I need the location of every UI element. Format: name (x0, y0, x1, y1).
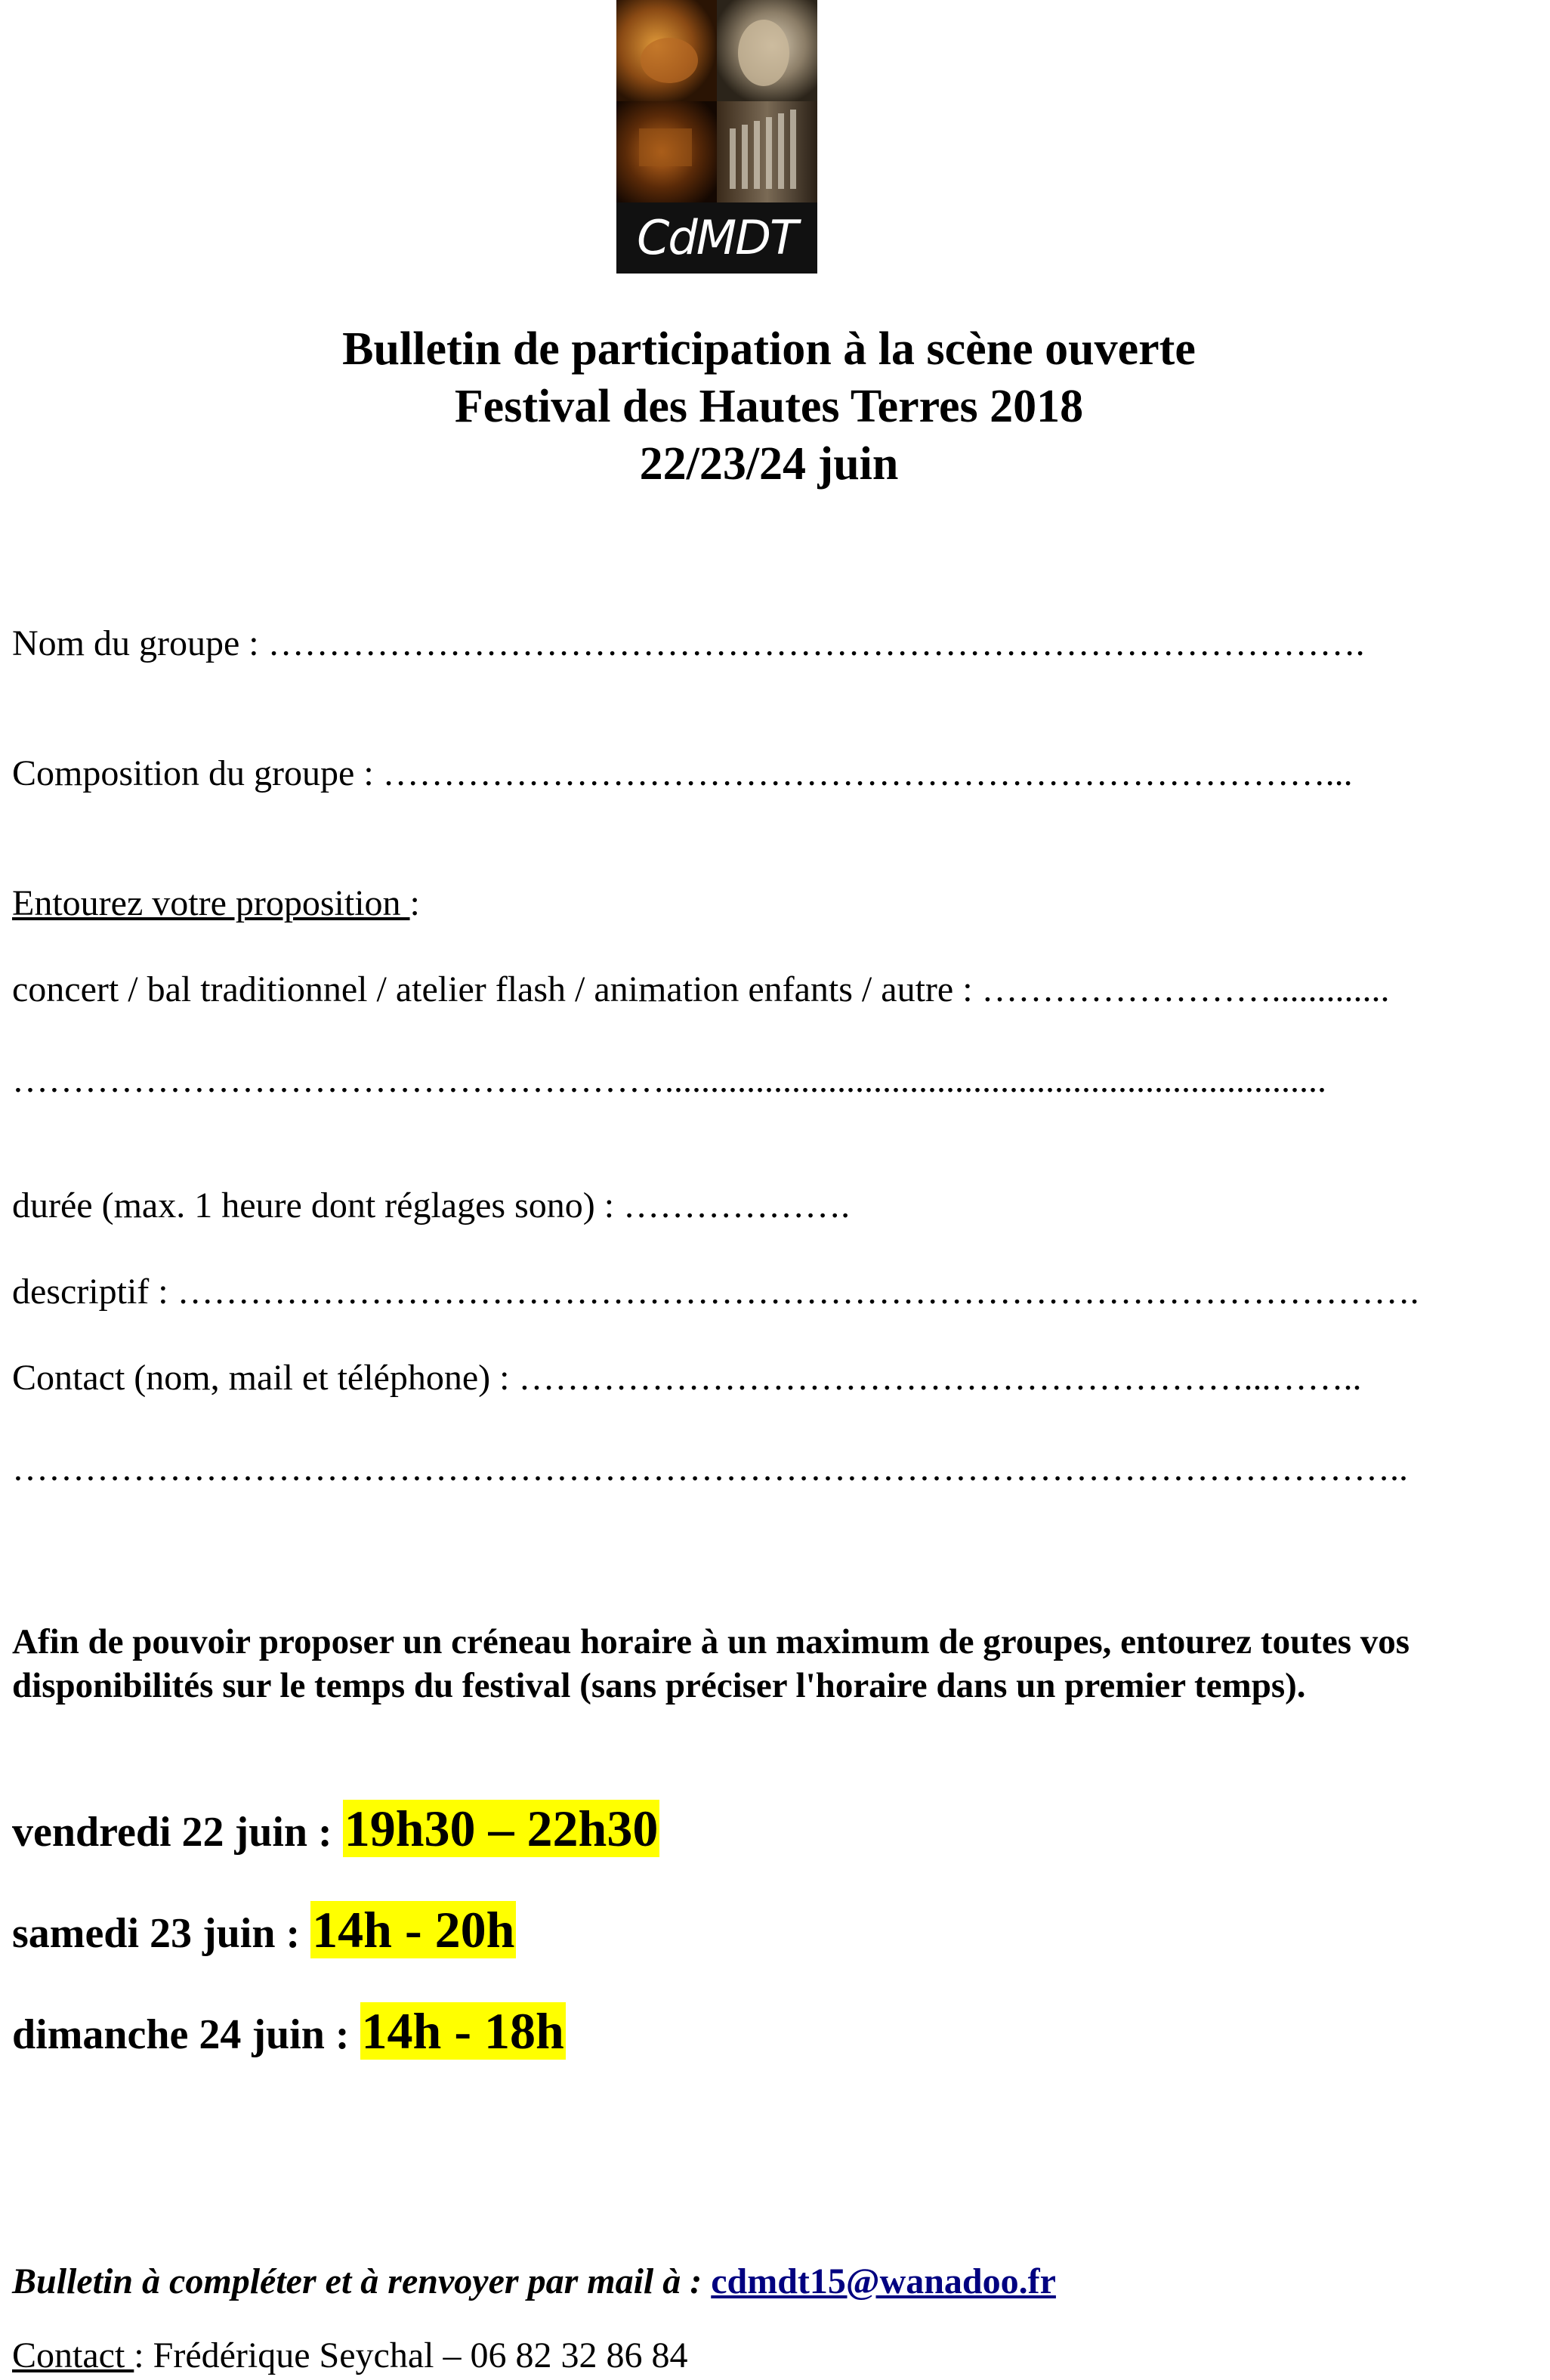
day-label: samedi 23 juin : (12, 1910, 311, 1957)
day-friday[interactable] (12, 1798, 659, 1862)
instruction-line-2: disponibilités sur le temps du festival (sans préciser l'horaire dans un premier temps). (12, 1666, 1306, 1705)
title-line-1: Bulletin de participation à la scène ouverte (342, 323, 1196, 375)
title-line-2: Festival des Hautes Terres 2018 (454, 381, 1084, 432)
composition-field[interactable]: Composition du groupe : ……………………………………………………………………... (12, 753, 1353, 793)
availability-instructions (12, 1620, 1523, 1708)
description-field[interactable]: descriptif : …………………………………………………………………………………………. (12, 1272, 1419, 1312)
proposal-options-continuation[interactable]: ………………………………………………......................................................................... (12, 1060, 1326, 1100)
send-instructions (12, 2259, 1056, 2304)
day-saturday[interactable] (12, 1899, 516, 1964)
contact-continuation[interactable]: …………………………………………………………………………………………………….. (12, 1448, 1408, 1488)
cdmdt-logo (616, 0, 817, 330)
proposal-colon: : (409, 883, 420, 923)
proposal-options-field[interactable]: concert / bal traditionnel / atelier flash / animation enfants / autre : ……………………............. (12, 969, 1390, 1009)
instruction-line-1: Afin de pouvoir proposer un créneau horaire à un maximum de groupes, entourez toutes vos (12, 1622, 1410, 1661)
title-line-3: 22/23/24 juin (639, 438, 899, 490)
email-link[interactable]: cdmdt15@wanadoo.fr (711, 2261, 1056, 2301)
send-text: Bulletin à compléter et à renvoyer par mail à : (12, 2261, 712, 2301)
day-hours: 19h30 – 22h30 (344, 1800, 659, 1857)
contact-label: Contact (12, 2335, 134, 2375)
day-hours: 14h - 18h (361, 2002, 564, 2060)
day-label: vendredi 22 juin : (12, 1809, 343, 1856)
duration-field[interactable]: durée (max. 1 heure dont réglages sono) : ………………. (12, 1185, 851, 1226)
logo-text: CdMDT 15 (637, 210, 797, 330)
day-label: dimanche 24 juin : (12, 2011, 360, 2058)
proposal-heading (12, 881, 420, 926)
contact-footer (12, 2333, 688, 2378)
contact-field[interactable]: Contact (nom, mail et téléphone) : ……………………………………………………...…….. (12, 1358, 1362, 1398)
contact-details: : Frédérique Seychal – 06 82 32 86 84 (134, 2335, 688, 2375)
form-title (0, 320, 1538, 493)
proposal-label: Entourez votre proposition (12, 883, 410, 923)
day-hours: 14h - 20h (312, 1901, 515, 1958)
group-name-field[interactable]: Nom du groupe : ………………………………………………………………………………. (12, 623, 1365, 663)
day-sunday[interactable] (12, 2001, 566, 2065)
